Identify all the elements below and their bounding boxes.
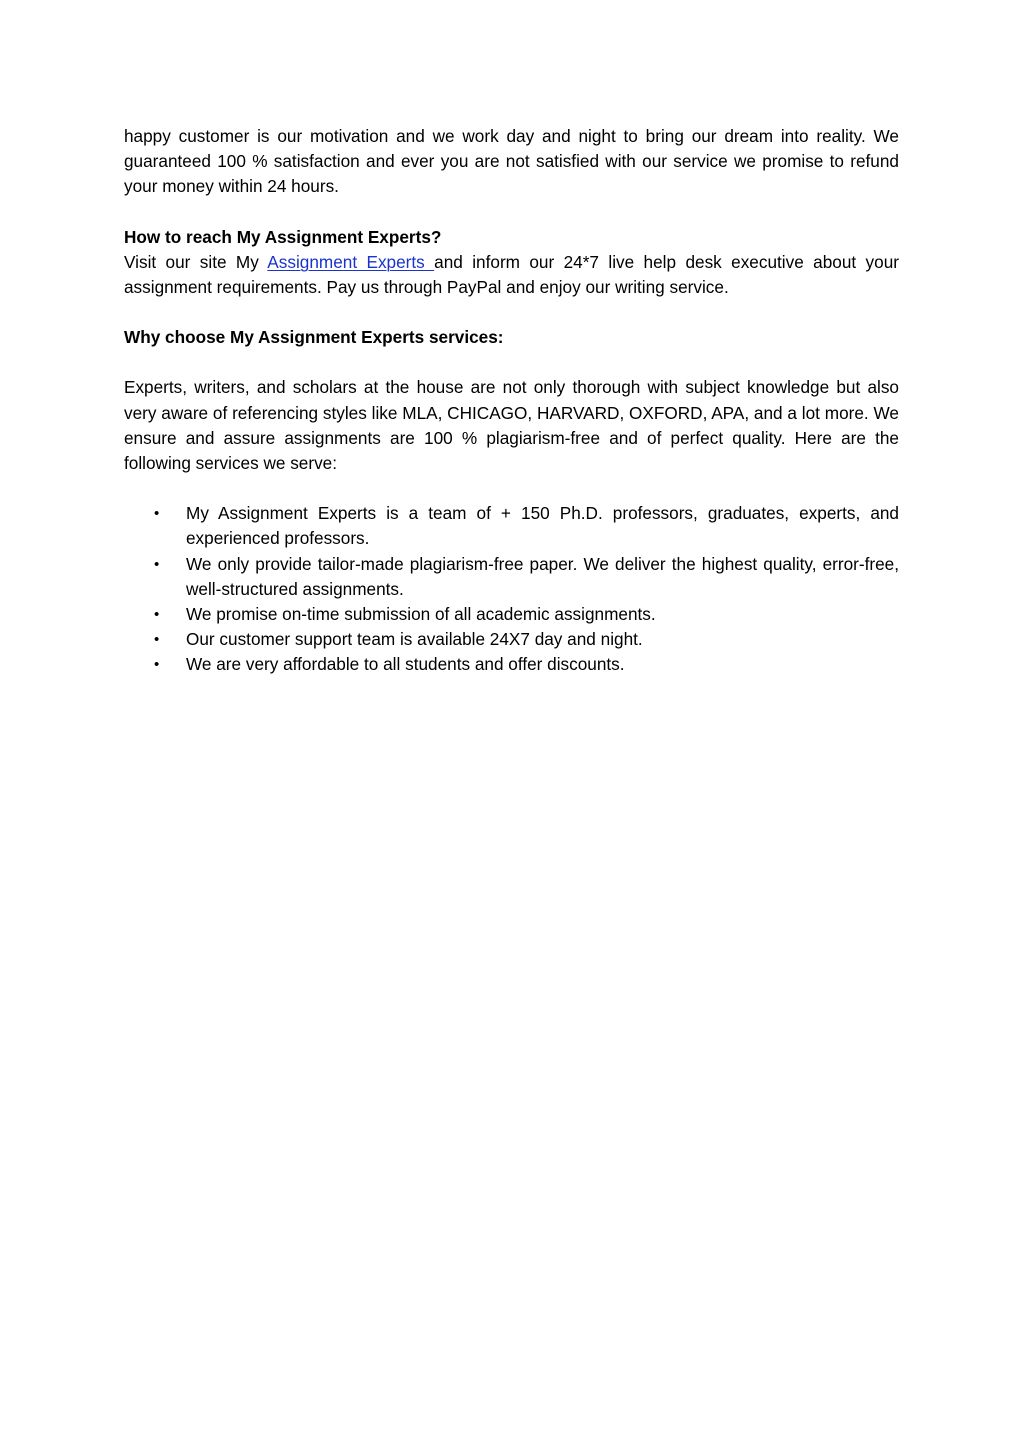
assignment-experts-link[interactable]: Assignment Experts [267, 251, 435, 272]
bullet-icon: • [154, 505, 160, 523]
list-item-text: Our customer support team is available 24X7 day and night. [186, 629, 643, 650]
reach-text-before: Visit our site My [124, 251, 268, 272]
list-item [124, 627, 899, 652]
list-item-text: We promise on-time submission of all academic assignments. [186, 604, 656, 625]
bullet-icon: • [154, 606, 160, 624]
spacer [124, 350, 899, 375]
list-item [124, 552, 899, 602]
list-item-text: We only provide tailor-made plagiarism-free paper. We deliver the highest quality, error-free, well-structured assignments. [186, 553, 899, 599]
list-item [124, 652, 899, 677]
list-item [124, 602, 899, 627]
bullet-icon: • [154, 631, 160, 649]
reach-paragraph [124, 250, 899, 300]
list-item-text: We are very affordable to all students and offer discounts. [186, 654, 625, 675]
services-list [124, 501, 899, 677]
intro-paragraph: happy customer is our motivation and we work day and night to bring our dream into reality. We guaranteed 100 % satisfaction and ever you are not satisfied with our service we promise to refund your money within 24 hours. [124, 126, 899, 197]
why-heading: Why choose My Assignment Experts services: [124, 327, 504, 348]
list-item [124, 501, 899, 551]
bullet-icon: • [154, 656, 160, 674]
reach-text-after: and inform our 24*7 live help desk executive about your assignment requirements. Pay us through PayPal and enjoy our writing service. [124, 251, 899, 298]
spacer [124, 476, 899, 501]
reach-heading: How to reach My Assignment Experts? [124, 226, 442, 247]
bullet-icon: • [154, 555, 160, 573]
spacer [124, 200, 899, 225]
why-paragraph: Experts, writers, and scholars at the house are not only thorough with subject knowledge but also very aware of referencing styles like MLA, CHICAGO, HARVARD, OXFORD, APA, and a lot more. We ensure and assure assignments are 100 % plagiarism-free and of perfect quality. Here are the following services we serve: [124, 377, 899, 474]
document-page [124, 124, 899, 678]
list-item-text: My Assignment Experts is a team of + 150 Ph.D. professors, graduates, experts, and experienced professors. [186, 503, 899, 549]
spacer [124, 300, 899, 325]
